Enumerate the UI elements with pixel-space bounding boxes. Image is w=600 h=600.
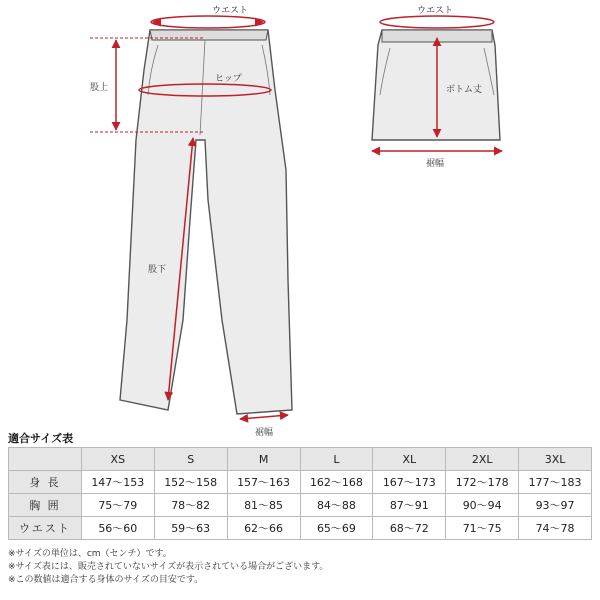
waist-measure-skirt	[380, 5, 494, 28]
note-line: ※サイズ表には、販売されていないサイズが表示されている場合がございます。	[8, 562, 329, 572]
table-cell: 87〜91	[373, 494, 446, 517]
table-cell: 152〜158	[154, 471, 227, 494]
size-header: XL	[373, 448, 446, 471]
table-cell: 162〜168	[300, 471, 373, 494]
hem-label-skirt: 裾幅	[426, 159, 445, 169]
table-row	[9, 471, 592, 494]
table-cell: 172〜178	[446, 471, 519, 494]
table-cell: 59〜63	[154, 517, 227, 540]
row-label-chest: 胸 囲	[9, 494, 82, 517]
table-cell: 74〜78	[519, 517, 592, 540]
bottom-length-label: ボトム丈	[446, 85, 483, 95]
table-cell: 167〜173	[373, 471, 446, 494]
row-label-height: 身 長	[9, 471, 82, 494]
notes	[8, 548, 328, 587]
table-cell: 81〜85	[227, 494, 300, 517]
table-cell: 62〜66	[227, 517, 300, 540]
table-cell: 93〜97	[519, 494, 592, 517]
waist-measure-pants	[151, 5, 265, 28]
table-row	[9, 494, 592, 517]
size-header-row	[9, 448, 592, 471]
size-header: XS	[81, 448, 154, 471]
size-header: M	[227, 448, 300, 471]
waist-label-pants: ウエスト	[212, 6, 249, 16]
hem-measure-skirt	[372, 151, 502, 169]
hem-measure-pants	[240, 415, 288, 419]
table-cell: 65〜69	[300, 517, 373, 540]
inseam-label: 股下	[148, 265, 167, 275]
table-cell: 177〜183	[519, 471, 592, 494]
size-header: 3XL	[519, 448, 592, 471]
size-header: L	[300, 448, 373, 471]
table-cell: 56〜60	[81, 517, 154, 540]
table-row	[9, 517, 592, 540]
size-header: 2XL	[446, 448, 519, 471]
waist-label-skirt: ウエスト	[417, 6, 454, 16]
table-cell: 84〜88	[300, 494, 373, 517]
table-cell: 71〜75	[446, 517, 519, 540]
size-table	[8, 447, 592, 540]
size-header: S	[154, 448, 227, 471]
size-table-title: 適合サイズ表	[8, 432, 74, 445]
note-line: ※サイズの単位は、cm（センチ）です。	[8, 549, 172, 559]
row-label-waist: ウエスト	[9, 517, 82, 540]
rise-label: 股上	[90, 83, 109, 93]
hem-label-pants-text: 裾幅	[255, 428, 274, 438]
hip-label: ヒップ	[215, 74, 242, 84]
table-cell: 90〜94	[446, 494, 519, 517]
note-line: ※この数値は適合する身体のサイズの目安です。	[8, 575, 204, 585]
table-corner-cell	[9, 448, 82, 471]
table-cell: 157〜163	[227, 471, 300, 494]
table-cell: 75〜79	[81, 494, 154, 517]
table-cell: 68〜72	[373, 517, 446, 540]
table-cell: 147〜153	[81, 471, 154, 494]
table-cell: 78〜82	[154, 494, 227, 517]
